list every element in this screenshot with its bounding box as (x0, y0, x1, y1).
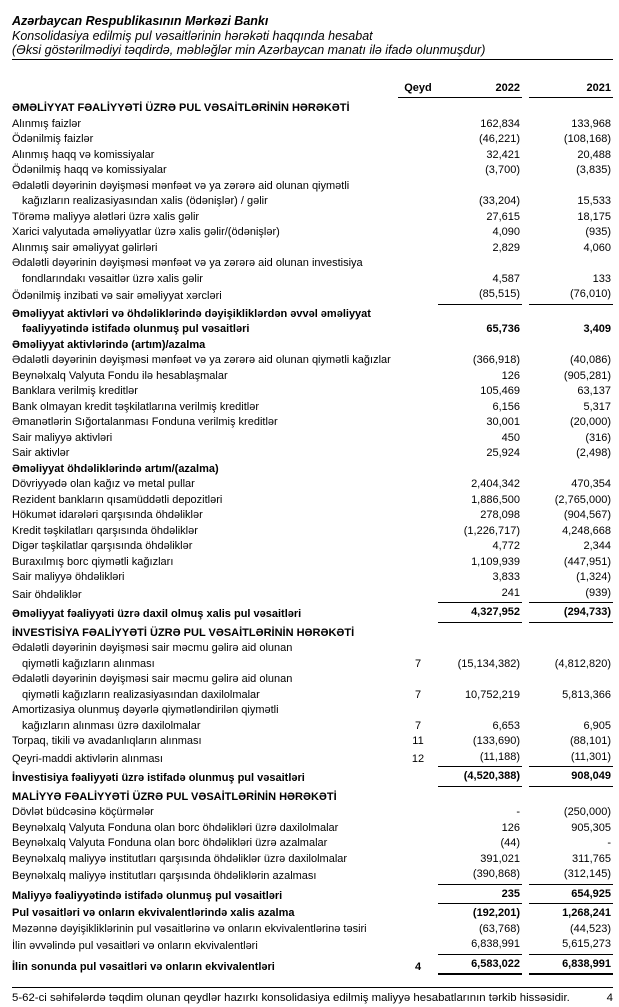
row-label-line1: Torpaq, tikili və avadanlıqların alınması (12, 735, 202, 748)
row-label (12, 805, 398, 821)
value-2021-cell: (905,281) (563, 369, 611, 382)
value-2022-cell: (4,520,388) (438, 769, 522, 787)
row-label-line1: Kredit təşkilatları qarşısında öhdəliklər (12, 524, 198, 537)
value-2021-cell: 908,049 (529, 769, 613, 787)
row-label-line1: İNVESTİSİYA FƏALİYYƏTİ ÜZRƏ PUL VƏSAİTLƏRİNİN HƏRƏKƏTİ (12, 626, 355, 639)
value-2022-cell: 27,615 (486, 210, 520, 223)
table-row (12, 703, 613, 734)
value-2022-cell: 1,886,500 (471, 493, 520, 506)
value-2022-cell: 30,001 (486, 416, 520, 429)
row-label-line1: MALİYYƏ FƏALİYYƏTİ ÜZRƏ PUL VƏSAİTLƏRİNİN HƏRƏKƏTİ (12, 790, 337, 803)
row-label-line1: Beynəlxalq Valyuta Fondu ilə hesablaşmalar (12, 369, 228, 382)
row-label-line1: Bank olmayan kredit təşkilatlarına verilmiş kreditlər (12, 400, 259, 413)
table-row (12, 477, 613, 493)
row-label-line1: Rezident bankların qısamüddətli depozitləri (12, 493, 223, 506)
table-row (12, 431, 613, 447)
row-label (12, 241, 398, 257)
row-label (12, 836, 398, 852)
value-2022-cell: (366,918) (472, 354, 520, 367)
row-label-line1: Dövriyyədə olan kağız və metal pullar (12, 478, 195, 491)
row-label-line1: Əməliyyat aktivlərində (artım)/azalma (12, 338, 206, 351)
row-label-line1: Sair öhdəliklər (12, 588, 82, 601)
row-label-line1: Beynəlxalq Valyuta Fonduna olan borc öhdəlikləri üzrə daxilolmalar (12, 821, 339, 834)
value-2021-cell: (44,523) (570, 922, 611, 935)
table-row (12, 148, 613, 164)
value-2021-cell: (1,324) (576, 571, 611, 584)
row-label-line1: Hökumət idarələri qarşısında öhdəliklər (12, 509, 203, 522)
row-label-line1: Pul vəsaitləri və onların ekvivalentlərində xalis azalma (12, 907, 295, 920)
value-2022-cell: (44) (500, 837, 520, 850)
row-label-line1: Əməliyyat öhdəliklərində artım/(azalma) (12, 462, 219, 475)
value-2022-cell: 65,736 (486, 323, 520, 336)
row-label-line1: Alınmış haqq və komissiyalar (12, 148, 155, 161)
value-2022-cell: 450 (501, 431, 520, 444)
table-row (12, 493, 613, 509)
total-row (12, 957, 613, 976)
value-2021-cell: 4,060 (583, 241, 611, 254)
row-label-line2: fəaliyyətində istifadə olunmuş pul vəsaitləri (22, 323, 250, 336)
row-label-line1: Xarici valyutada əməliyyatlar üzrə xalis gəlir/(ödənişlər) (12, 226, 280, 239)
table-row (12, 734, 613, 750)
row-label-line1: İlin sonunda pul vəsaitləri və onların ekvivalentləri (12, 960, 275, 973)
value-2022-cell: 6,653 (492, 719, 520, 732)
table-row (12, 132, 613, 148)
row-label (12, 922, 398, 938)
table-row (12, 641, 613, 672)
value-2022-cell: (15,134,382) (457, 657, 520, 670)
value-2021-cell: (250,000) (563, 806, 611, 819)
row-label (12, 790, 398, 806)
row-label-line1: Dövlət büdcəsinə köçürmələr (12, 806, 154, 819)
row-label-line1: Əməliyyat fəaliyyəti üzrə daxil olmuş xalis pul vəsaitləri (12, 608, 302, 621)
table-row (12, 555, 613, 571)
table-row (12, 805, 613, 821)
value-2022-cell: 6,156 (492, 400, 520, 413)
row-label-line2: fondlarındakı vəsaitlər üzrə xalis gəlir (22, 272, 203, 285)
table-row (12, 163, 613, 179)
row-label (12, 400, 398, 416)
bank-name: Azərbaycan Respublikasının Mərkəzi Bankı (12, 14, 269, 28)
row-label-line1: Törəmə maliyyə alətləri üzrə xalis gəlir (12, 210, 200, 223)
statement-rows (12, 101, 613, 975)
value-2021-cell: (447,951) (563, 555, 611, 568)
value-2021-cell: (294,733) (529, 605, 613, 623)
note-ref-cell: 7 (414, 688, 422, 701)
value-2022-cell: 105,469 (480, 385, 520, 398)
value-2021-cell: 5,813,366 (562, 688, 611, 701)
note-column-header: Qeyd (398, 81, 438, 99)
table-row (12, 821, 613, 837)
row-label (12, 493, 398, 509)
value-2021-cell: 1,268,241 (562, 907, 611, 920)
row-label (12, 524, 398, 540)
row-label-line2: kağızların realizasiyasından xalis (ödənişlər) / gəlir (22, 195, 268, 208)
value-2021-cell: 15,533 (577, 195, 611, 208)
table-row (12, 539, 613, 555)
value-2022-cell: 32,421 (486, 148, 520, 161)
row-label-line1: Qeyri-maddi aktivlərin alınması (12, 752, 163, 765)
row-label (12, 588, 398, 604)
value-2021-cell: (2,765,000) (554, 493, 611, 506)
row-label (12, 570, 398, 586)
table-row (12, 922, 613, 938)
row-label (12, 462, 398, 478)
value-2022-cell: 2,829 (492, 241, 520, 254)
table-row (12, 117, 613, 133)
value-2022-cell: 10,752,219 (464, 688, 520, 701)
table-row (12, 241, 613, 257)
row-label (12, 869, 398, 885)
value-2021-cell: 63,137 (577, 385, 611, 398)
row-label-line1: Alınmış sair əməliyyat gəlirləri (12, 241, 158, 254)
row-label-line1: Ədalətli dəyərinin dəyişməsi sair məcmu gəlirə aid olunan (12, 642, 293, 655)
row-label-line2: qiymətli kağızların alınması (22, 657, 155, 670)
note-ref-cell: 7 (414, 719, 422, 732)
table-row (12, 256, 613, 287)
row-label-line1: Banklara verilmiş kreditlər (12, 385, 138, 398)
row-label-line1: Beynəlxalq Valyuta Fonduna olan borc öhdəlikləri üzrə azalmalar (12, 837, 328, 850)
value-2021-cell: (935) (585, 226, 611, 239)
row-label (12, 555, 398, 571)
row-label (12, 889, 398, 905)
row-label-line1: Maliyyə fəaliyyətində istifadə olunmuş pul vəsaitləri (12, 889, 283, 902)
row-label (12, 626, 398, 642)
note-ref-cell: 12 (411, 752, 425, 765)
value-2022-cell: 25,924 (486, 447, 520, 460)
value-2022-cell: 2,404,342 (471, 478, 520, 491)
table-row (12, 836, 613, 852)
value-2022-cell: 4,587 (492, 272, 520, 285)
row-label (12, 508, 398, 524)
row-label (12, 906, 398, 922)
row-label (12, 163, 398, 179)
row-label (12, 446, 398, 462)
row-label (12, 179, 398, 210)
value-2022-cell: (11,188) (438, 750, 522, 768)
value-2022-cell: 391,021 (480, 852, 520, 865)
table-row (12, 369, 613, 385)
table-row (12, 570, 613, 586)
section-header-row (12, 790, 613, 806)
row-label (12, 289, 398, 305)
value-2021-cell: (11,301) (529, 750, 613, 768)
row-label (12, 821, 398, 837)
table-row (12, 672, 613, 703)
total-row (12, 887, 613, 905)
total-row (12, 906, 613, 922)
table-row (12, 586, 613, 604)
value-2021-cell: (939) (529, 586, 613, 604)
value-2022-cell: 235 (438, 887, 522, 905)
row-label-line1: Əməliyyat aktivləri və öhdəliklərində dəyişikliklərdən əvvəl əməliyyat (12, 307, 371, 320)
value-2022-cell: 6,583,022 (438, 957, 522, 976)
value-2021-cell: 20,488 (577, 148, 611, 161)
row-label-line1: Sair aktivlər (12, 447, 70, 460)
table-row (12, 353, 613, 369)
value-2022-cell: (133,690) (472, 735, 520, 748)
value-2021-cell: 470,354 (571, 478, 611, 491)
table-row (12, 867, 613, 885)
row-label (12, 734, 398, 750)
row-label-line1: Ödənilmiş faizlər (12, 133, 94, 146)
row-label (12, 148, 398, 164)
value-2022-cell: (85,515) (438, 287, 522, 305)
row-label (12, 210, 398, 226)
value-2021-cell: (316) (585, 431, 611, 444)
value-2022-cell: (33,204) (479, 195, 520, 208)
value-2021-cell: 133,968 (571, 117, 611, 130)
row-label (12, 384, 398, 400)
table-row (12, 524, 613, 540)
row-label-line1: Əmanətlərin Sığortalanması Fonduna verilmiş kreditlər (12, 416, 278, 429)
row-label (12, 117, 398, 133)
total-row (12, 307, 613, 338)
row-label (12, 703, 398, 734)
row-label-line2: kağızların alınması üzrə daxilolmalar (22, 719, 201, 732)
table-row (12, 384, 613, 400)
value-2021-cell: (312,145) (529, 867, 613, 885)
table-row (12, 400, 613, 416)
subheading-row (12, 338, 613, 354)
section-header-row (12, 101, 613, 117)
note-ref-cell: 11 (412, 735, 424, 748)
value-2021-cell: (20,000) (570, 416, 611, 429)
row-label (12, 431, 398, 447)
value-2021-cell: - (607, 837, 611, 850)
value-2021-cell: 133 (592, 272, 611, 285)
value-2022-cell: (192,201) (472, 907, 520, 920)
row-label-line1: Digər təşkilatlar qarşısında öhdəliklər (12, 540, 193, 553)
value-2022-cell: (63,768) (479, 922, 520, 935)
value-2022-cell: 241 (438, 586, 522, 604)
value-2021-cell: (108,168) (563, 133, 611, 146)
row-label-line1: Buraxılmış borc qiymətli kağızları (12, 555, 174, 568)
row-label-line1: Sair maliyyə aktivləri (12, 431, 113, 444)
value-2022-cell: 278,098 (480, 509, 520, 522)
table-row (12, 852, 613, 868)
row-label-line1: Alınmış faizlər (12, 117, 82, 130)
row-label (12, 641, 398, 672)
row-label (12, 338, 398, 354)
row-label-line1: Ödənilmiş inzibati və sair əməliyyat xərcləri (12, 290, 222, 303)
row-label (12, 939, 398, 955)
row-label-line1: Məzənnə dəyişikliklərinin pul vəsaitlərinə və onların ekvivalentlərinə təsiri (12, 922, 367, 935)
value-2021-cell: 905,305 (571, 821, 611, 834)
row-label-line1: Ədalətli dəyərinin dəyişməsi sair məcmu gəlirə aid olunan (12, 673, 293, 686)
table-row (12, 287, 613, 305)
page-number: 4 (606, 992, 613, 1004)
value-2021-cell: 18,175 (577, 210, 611, 223)
value-2021-cell: (3,835) (576, 164, 611, 177)
value-2022-cell: 1,109,939 (471, 555, 520, 568)
row-label (12, 132, 398, 148)
row-label-line1: Sair maliyyə öhdəlikləri (12, 571, 125, 584)
row-label (12, 415, 398, 431)
row-label (12, 539, 398, 555)
row-label (12, 960, 398, 976)
currency-note: (Əksi göstərilmədiyi təqdirdə, məbləğlər min Azərbaycan manatı ilə ifadə olunmuşdur) (12, 43, 486, 58)
value-2021-cell: (2,498) (576, 447, 611, 460)
value-2021-cell: (88,101) (570, 735, 611, 748)
subheading-row (12, 462, 613, 478)
footer-note: 5-62-ci səhifələrdə təqdim olunan qeydlər hazırkı konsolidasiya edilmiş maliyyə hesabatlarının tərkib hissəsidir. (12, 992, 570, 1004)
statement-table (12, 81, 613, 976)
value-2021-cell: (76,010) (529, 287, 613, 305)
value-2022-cell: 6,838,991 (438, 937, 522, 955)
row-label-line1: İnvestisiya fəaliyyəti üzrə istifadə olunmuş pul vəsaitləri (12, 772, 305, 785)
row-label (12, 672, 398, 703)
value-2021-cell: (4,812,820) (554, 657, 611, 670)
value-2022-cell: - (516, 806, 520, 819)
row-label (12, 256, 398, 287)
value-2022-cell: 162,834 (480, 117, 520, 130)
value-2021-cell: 5,615,273 (529, 937, 613, 955)
value-2022-cell: 126 (501, 369, 520, 382)
table-row (12, 415, 613, 431)
table-row (12, 225, 613, 241)
table-row (12, 508, 613, 524)
table-row (12, 179, 613, 210)
row-label (12, 752, 398, 768)
row-label-line1: Beynəlxalq maliyyə institutları qarşısında öhdəliklərin azalması (12, 870, 317, 883)
row-label-line1: Ödənilmiş haqq və komissiyalar (12, 164, 167, 177)
value-2022-cell: 126 (501, 821, 520, 834)
row-label-line1: Beynəlxalq maliyyə institutları qarşısında öhdəliklər üzrə daxilolmalar (12, 852, 348, 865)
value-2022-cell: 4,327,952 (438, 605, 522, 623)
value-2021-cell: 5,317 (583, 400, 611, 413)
year-2022-column-header: 2022 (438, 81, 522, 99)
value-2021-cell: 4,248,668 (562, 524, 611, 537)
row-label (12, 307, 398, 338)
note-ref-cell: 7 (414, 657, 422, 670)
row-label (12, 101, 398, 117)
year-2021-column-header: 2021 (529, 81, 613, 99)
row-label (12, 353, 398, 369)
table-row (12, 210, 613, 226)
row-label-line1: Ədalətli dəyərinin dəyişməsi mənfəət və ya zərərə aid olunan qiymətli (12, 179, 350, 192)
row-label-line2: qiymətli kağızların realizasiyasından daxilolmalar (22, 688, 260, 701)
value-2022-cell: (1,226,717) (463, 524, 520, 537)
note-ref-cell: 4 (414, 960, 422, 973)
page-footer (12, 987, 613, 1005)
row-label (12, 852, 398, 868)
row-label (12, 771, 398, 787)
value-2022-cell: 3,833 (492, 571, 520, 584)
table-column-headers (12, 81, 613, 99)
total-row (12, 769, 613, 787)
value-2022-cell: 4,090 (492, 226, 520, 239)
row-label-line1: Amortizasiya olunmuş dəyərlə qiymətləndirilən qiymətli (12, 704, 279, 717)
value-2022-cell: (46,221) (479, 133, 520, 146)
value-2022-cell: (3,700) (485, 164, 520, 177)
value-2021-cell: 311,765 (572, 852, 611, 865)
value-2021-cell: 2,344 (583, 540, 611, 553)
row-label (12, 477, 398, 493)
table-row (12, 446, 613, 462)
table-row (12, 750, 613, 768)
value-2021-cell: 3,409 (583, 323, 611, 336)
statement-title: Konsolidasiya edilmiş pul vəsaitlərinin hərəkəti haqqında hesabat (12, 28, 373, 43)
value-2021-cell: 654,925 (529, 887, 613, 905)
value-2021-cell: (40,086) (570, 354, 611, 367)
value-2022-cell: 4,772 (492, 540, 520, 553)
row-label-line1: Ədalətli dəyərinin dəyişməsi mənfəət və ya zərərə aid olunan investisiya (12, 257, 363, 270)
value-2021-cell: 6,905 (583, 719, 611, 732)
total-row (12, 605, 613, 623)
value-2021-cell: (904,567) (563, 509, 611, 522)
row-label (12, 607, 398, 623)
row-label-line1: İlin əvvəlində pul vəsaitləri və onların ekvivalentləri (12, 940, 258, 953)
row-label (12, 225, 398, 241)
value-2021-cell: 6,838,991 (529, 957, 613, 976)
document-header (12, 14, 613, 60)
section-header-row (12, 626, 613, 642)
row-label (12, 369, 398, 385)
table-row (12, 937, 613, 955)
value-2022-cell: (390,868) (438, 867, 522, 885)
row-label-line1: ƏMƏLİYYAT FƏALİYYƏTİ ÜZRƏ PUL VƏSAİTLƏRİNİN HƏRƏKƏTİ (12, 102, 350, 115)
row-label-line1: Ədalətli dəyərinin dəyişməsi mənfəət və ya zərərə aid olunan qiymətli kağızlar (12, 354, 391, 367)
